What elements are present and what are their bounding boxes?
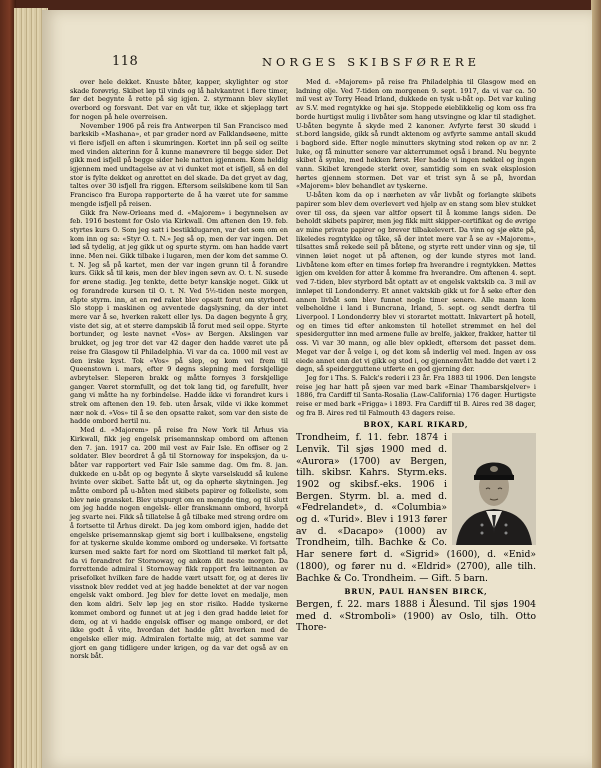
paragraph: November 1906 på reis fra Antwerpen til San Francisco med barkskib «Mashana», et par grader nord av Falklandsøene, mitte vi flere isfjell en aften i skumringen. Kortet inn på seil og seilte med vinden akterinn for å kunne manøvrere til begge sider. Det gikk med isfjell på begge sider hele natten igjennem. Kom heldig igjennem med undtagelse av at vi dunket mot et isfjell, så en del stor is fylte dekket og anrettet en del skade. Da det gryet av dag, taltes over 30 isfjell fra riggen. Eftersom seilskibene kom til San Francisco fra Europa rapporterte de å ha været ute for samme mengde isfjell på reisen. bbox=[70, 121, 288, 208]
biography-brun bbox=[296, 588, 536, 634]
biography-heading: BROX, KARL RIKARD, bbox=[363, 420, 469, 430]
running-head bbox=[112, 54, 570, 74]
biography-heading: BRUN, PAUL HANSEN BIRCK, bbox=[344, 587, 488, 597]
portrait-photo bbox=[452, 433, 536, 545]
paragraph: Med d. «Majorem» på reise fra Philadelphia til Glasgow med en ladning olje. Ved 7-tiden om morgenen 9. sept. 1917, da vi var ca. 50 mil vest av Torry Head Irland, dukkede en tysk u-båt op. Det var kuling av S.V. med regntykke og høi sjø. Stoppede øieblikkelig og kom oss fra borde hurtigst mulig i livbåter som hang utsvingne og klar til stadighet. U-båten begynte å skyde med 2 kanoner. Avfyrte først 30 skudd i st.bord langside, gikk så rundt aktenom og avfyrte samme antall skudd i bagbord side. Efter nogle minutters skytning stod røken op av nr. 2 luke, og få minutter senere var akterrummet også i brand. Nu begynte skibet å synke, med hekken først. Her hadde vi ingen nøkkel og ingen vann. Skibet krengede sterkt over, samtidig som en svak eksplosion hørtes gjennem stormen. Det var et trist syn å se på, hvordan «Majorem» blev behandlet av tyskerne. bbox=[296, 78, 536, 191]
paragraph: Gikk fra New-Orleans med d. «Majorem» i begynnelsen av feb. 1916 bestemt for Oslo via Kirkwall. Om aftenen den 19. feb. styrtes kurs O. Som jeg satt i bestikklugaren, var det som om en kom inn og sa: «Styr O. t. N.» Jeg så op, men der var ingen. Det lød så tydelig, at jeg gikk ut og spurte styrm. om han hadde vært inne. Men nei. Gikk tilbake i lugaren, men der kom det samme O. t. N. Jeg så på kartet, men der var ingen grunn til å forandre kurs. Gikk så til køis, men der blev ingen søvn av. O. t. N. susede for ørene stadig. Jeg tenkte, dette betyr kanskje noget. Gikk ut og forandrede kursen til O. t. N. Ved 5½-tiden neste morgen, råpte styrm. inn, at en rød raket blev opsatt forut om styrbord. Slo stopp i maskinen og avventede dagslysning, da der intet mere var å se, hverken rakett eller lys. Da dagen begynte å gry, viste det sig, at et større dampskib lå forut med seil oppe. Styrte bortunder, og leste navnet «Vos» av Bergen. Akslingen var brukket, og jeg tror det var 42 dager den hadde været ute på reise fra Glasgow til Philadelphia. Vi var da ca. 1000 mil vest av den irske kyst. Tok «Vos» på slep, og kom vel frem til Queenstown i. mars, efter 9 døgns slepning med forskjellige avbrytelser. Sleperen brakk og måtte fornyes 3 forskjellige ganger. Været stormfullt, og det tok lang tid, og farefullt, hver gang vi måtte ha ny forbindelse. Hadde ikke vi forandret kurs i strek om aftenen den 19. feb. uten årsak, vilde vi ikke kommet nær nok d. «Vos» til å se den opsatte raket, som var den siste de hadde ombord hertil nu. bbox=[70, 208, 288, 426]
right-cover-edge bbox=[591, 0, 601, 768]
biography-text: Bergen, f. 22. mars 1888 i Ålesund. Til sjøs 1904 med d. «Stromboli» (1900) av Oslo, tilh. Otto Thore- bbox=[296, 598, 536, 634]
paragraph: U-båten kom da op i nærheten av vår livbåt og forlangte skibets papirer som blev dem overlevert ved hjelp av en stang som blev stukket over til oss, da sjøen var altfor opsert til å komme langs siden. De beholdt skibets papirer, men jeg fikk mitt skipper-certifikat og de øvrige av mine private papirer og brever tilbakelevert. Da vinn og sjø økte på, likeledes regntykke og tåke, så der intet mere var å se av «Majorem», tilsattes små rekede seil på båtene, og styrte rett under vinn og sjø, til vinnen løiet noget ut på aftenen, og der kunde styres mot land. Livbåtene kom efter en times forløp fra hverandre i regntykken. Møttes igjen om kvelden for atter å komme fra hverandre. Om aftenen 4. sept. ved 7-tiden, blev styrbord båt optatt av et engelsk vaktskib ca. 3 mil av innløpet til Londonderry. Et annet vaktskib gikk ut for å søke efter den annen livbåt som blev funnet nogle timer senere. Alle mann kom velbeholdne i land i Buncrana, Irland, 5. sept. og sendt derfra til Liverpool. I Londonderry blev vi storartet mottatt. Inkvartert på hotell, og en times tid efter ankomsten til hotellet strømmet en hel del spesidergutter inn med armene fulle av brelfe, jakker, frakker, hatter til oss. Vi var 30 mann, og alle blev opkledt, eftersom det passet dem. Meget var der å velge i, og det kom så inderlig vel med. Ingen av oss eiede annet enn det vi gikk og stod i, og gjennemvått hadde det vært i 2 døgn, så speidergguttene utførte en god gjerning der. bbox=[296, 191, 536, 374]
captain-portrait-icon bbox=[452, 433, 536, 545]
right-column bbox=[296, 78, 536, 634]
biography-text: Trondheim, f. 11. febr. 1874 i Lenvik. Til sjøs 1900 med d. «Aurora» (1700) av Bergen, tilh. skibsr. Kahrs. Styrm.eks. 1902 og skibsf.-eks. 1906 i Bergen. Styrm. bl. a. med d. «Fedrelandet», d. «Columbia» og d. «Turid». Blev i 1913 fører av d. «Dacapo» (1000) av Trondheim, tilh. Bachke & Co. Har senere ført d. «Sigrid» (1600), d. «Enid» (1800), og fører nu d. «Eldrid» (2700), alle tilh. Bachke & Co. Trondheim. — Gift. 5 barn. bbox=[296, 432, 536, 584]
left-column bbox=[70, 78, 288, 661]
paragraph: Med d. «Majorem» på reise fra New York til Århus via Kirkwall, fikk jeg engelsk prisemannskap ombord om aftenen den 7. jan. 1917 ca. 200 mil vest av Fair Isle. En offiser og 2 soldater. Blev beordret å gå til Stornoway for inspeksjon, da u-båter var rapportert ved Fair Isle samme dag. Om fm. 8. jan. dukkede en u-båt op og begynte å skyte varselskudd så kulene hvinte over skibet. Satte båt ut, og da ophørte skytningen. Jeg måtte ombord på u-båten med skibets papirer og folkeliste, som blev nøie gransket. Blev utspurgt om en mengde ting, og til slutt om jeg hadde nogen engelsk- eller franskmann ombord, hvorpå jeg svarte nei. Fikk så tillatelse å gå tilbake med streng ordre om å fortsette til Århus direkt. Da jeg kom ombord igjen, hadde det engelske prisemannskap gjemt sig bort i kullbaksene, engstelig for at tyskerne skulde komme ombord og undersøke. Vi fortsatte kursen med sakte fart for nord om Skottland til mørket falt på, da vi forandret for Stornoway, og ankom dit neste morgen. Da forrettende admiral i Stornoway fikk rapport fra løitnanten av prisefolket hvilken fare de hadde vært utsatt for, og at deres liv visstnok blev reddet ved at jeg hadde benektet at der var nogen engelsk vakt ombord. Jeg blev for dette lovet en medalje, men den kom aldri. Selv løp jeg en stor risiko. Hadde tyskerne kommet ombord og funnet ut at jeg i den grad hadde løiet for dem, og at vi hadde engelsk offiser og mange ombord, er det ikke godt å vite, hvordan det hadde gått hverken med de engelske eller mig. Admiralen fortalte mig, at det samme var gjort en gang tidligere under krigen, og da var det også av en norsk båt. bbox=[70, 426, 288, 661]
page-number: 118 bbox=[112, 54, 139, 69]
page-title: NORGES SKIBSFØRERE bbox=[261, 55, 481, 69]
paragraph: Jeg for i Ths. S. Falck's rederi i 23 år. Fra 1883 til 1906. Den lengste reise jeg har hatt på sjøen var med bark «Einar Thambarskjelver» i 1886, fra Cardiff til Santa-Rosalia (Law-California) 176 dager. Hurtigste reise er med bark «Frigga» i 1893. Fra Cardiff til B. Aires red 38 dager, og fra B. Aires red til Falmouth 43 dagers reise. bbox=[296, 373, 536, 417]
paragraph: over hele dekket. Knuste båter, kapper, skylighter og stor skade forøvrig. Skibet løp til vinds og lå halvkantret i flere timer, før det begynte å rette på sig igjen. 2. styrmann blev skyllet overbord og forsvant. Det var en våt tur, ikke et skjeplagg tørt for nogen på hele overreisen. bbox=[70, 78, 288, 121]
biography-brox bbox=[296, 421, 536, 584]
